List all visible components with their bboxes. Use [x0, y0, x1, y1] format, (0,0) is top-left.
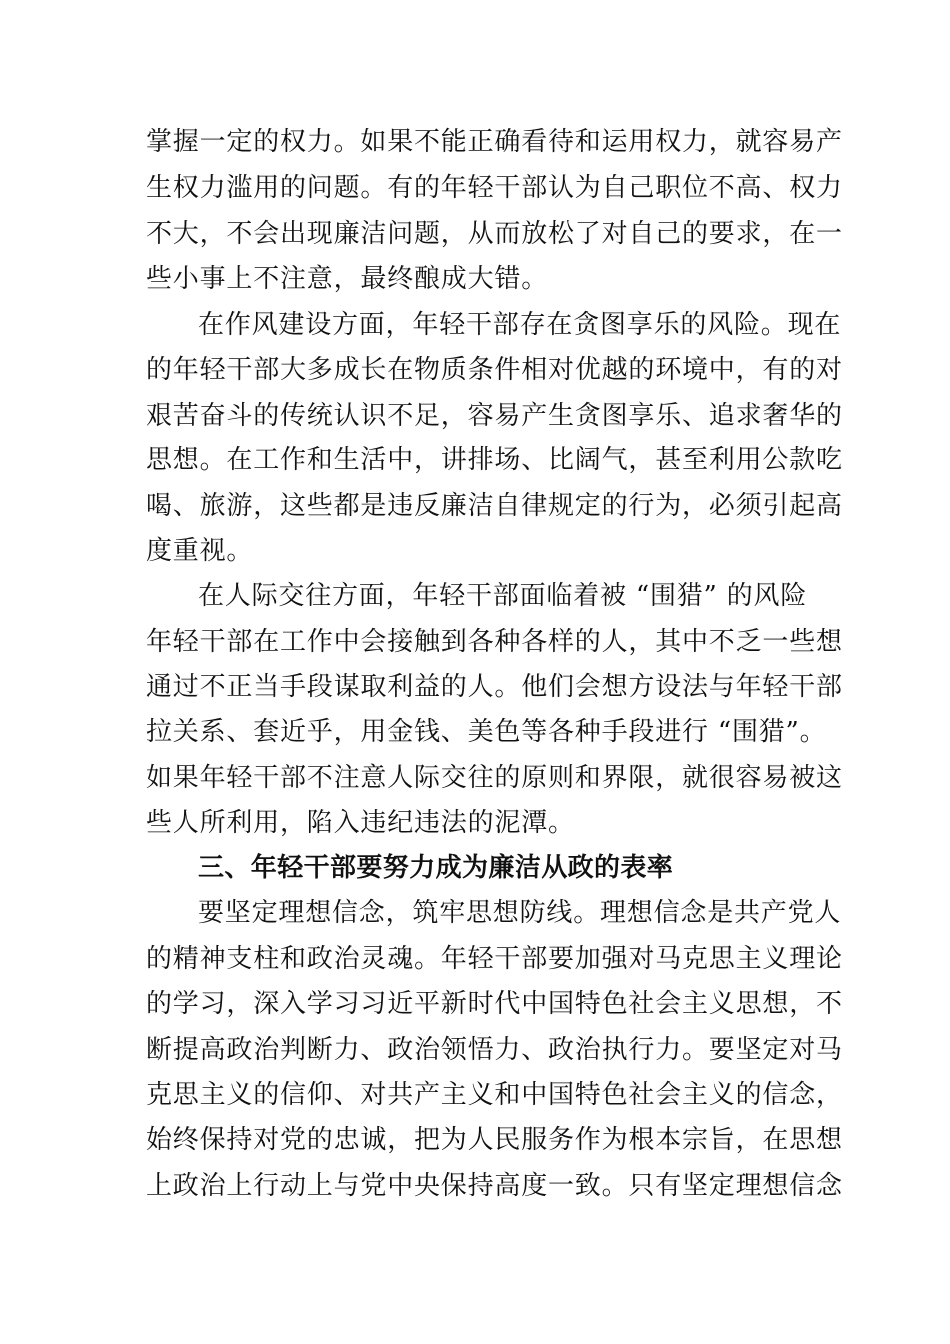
text-line: 生权力滥用的问题。有的年轻干部认为自己职位不高、权力: [146, 173, 843, 203]
text-line: 克思主义的信仰、对共产主义和中国特色社会主义的信念，: [146, 1080, 843, 1110]
text-line: 掌握一定的权力。如果不能正确看待和运用权力，就容易产: [146, 127, 843, 157]
text-line: 的年轻干部大多成长在物质条件相对优越的环境中，有的对: [146, 355, 843, 385]
section-heading: 三、年轻干部要努力成为廉洁从政的表率: [198, 853, 674, 883]
text-line: 年轻干部在工作中会接触到各种各样的人，其中不乏一些想: [146, 627, 843, 657]
text-line: 喝、旅游，这些都是违反廉洁自律规定的行为，必须引起高: [146, 491, 843, 521]
paragraph-first-line: 要坚定理想信念，筑牢思想防线。理想信念是共产党人: [198, 898, 842, 928]
text-line: 如果年轻干部不注意人际交往的原则和界限，就很容易被这: [146, 763, 843, 793]
text-line: 艰苦奋斗的传统认识不足，容易产生贪图享乐、追求奢华的: [146, 401, 843, 431]
paragraph-first-line: 在人际交往方面，年轻干部面临着被 “围猎” 的风险: [198, 581, 808, 611]
paragraph-first-line: 在作风建设方面，年轻干部存在贪图享乐的风险。现在: [198, 310, 842, 340]
text-line: 始终保持对党的忠诚，把为人民服务作为根本宗旨，在思想: [146, 1125, 843, 1155]
text-line: 些小事上不注意，最终酿成大错。: [146, 264, 549, 294]
text-line: 断提高政治判断力、政治领悟力、政治执行力。要坚定对马: [146, 1035, 843, 1065]
text-line: 上政治上行动上与党中央保持高度一致。只有坚定理想信念: [146, 1171, 843, 1201]
text-line: 度重视。: [146, 536, 254, 566]
text-line: 通过不正当手段谋取利益的人。他们会想方设法与年轻干部: [146, 672, 843, 702]
text-line: 不大，不会出现廉洁问题，从而放松了对自己的要求，在一: [146, 219, 843, 249]
text-line: 的学习，深入学习习近平新时代中国特色社会主义思想，不: [146, 989, 843, 1019]
text-line: 思想。在工作和生活中，讲排场、比阔气，甚至利用公款吃: [146, 445, 843, 475]
text-line: 拉关系、套近乎，用金钱、美色等各种手段进行 “围猎”。: [146, 717, 827, 747]
text-line: 些人所利用，陷入违纪违法的泥潭。: [146, 808, 575, 838]
text-line: 的精神支柱和政治灵魂。年轻干部要加强对马克思主义理论: [146, 944, 843, 974]
